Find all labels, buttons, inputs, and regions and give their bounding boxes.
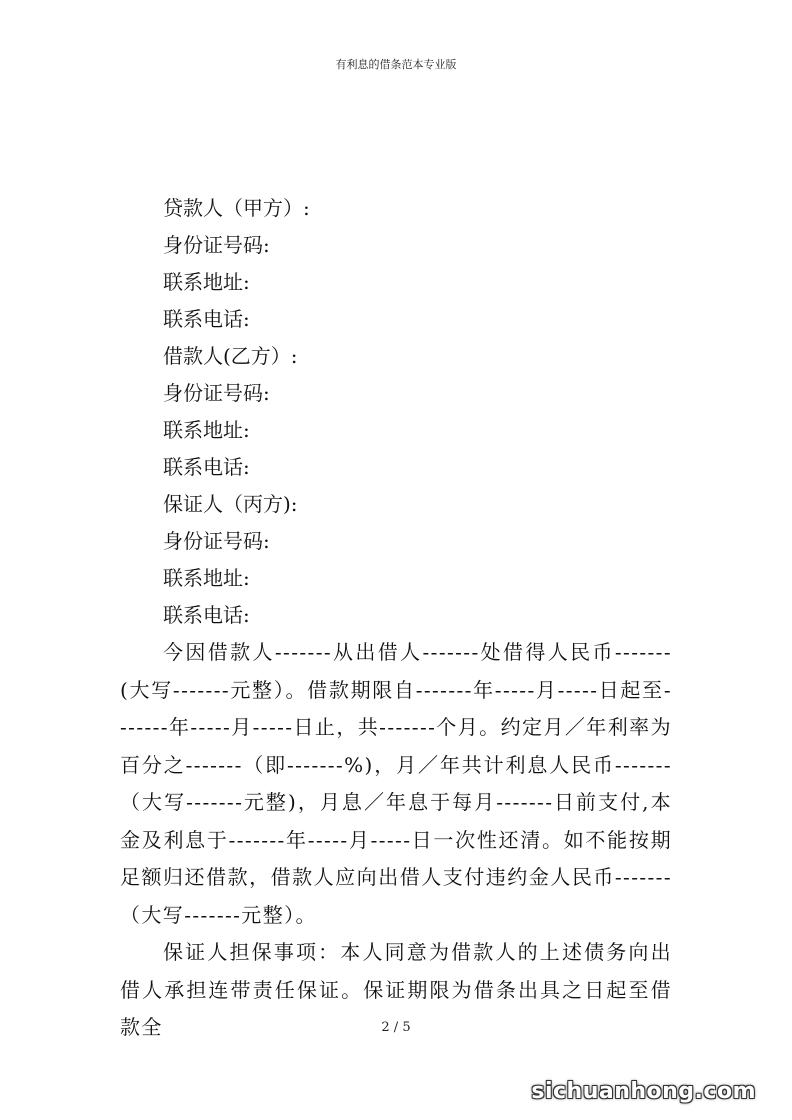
guarantor-label: 保证人（丙方): xyxy=(163,492,298,516)
page-number: 2 / 5 xyxy=(381,1020,411,1035)
borrower-phone-label: 联系电话: xyxy=(163,455,250,479)
borrower-id-label: 身份证号码: xyxy=(163,381,270,405)
guarantee-paragraph: 保证人担保事项：本人同意为借款人的上述债务向出借人承担连带责任保证。保证期限为借条出具之日起至借款全 xyxy=(120,940,672,1039)
borrower-address-label: 联系地址: xyxy=(163,418,250,442)
borrower-label: 借款人(乙方）: xyxy=(163,344,298,368)
guarantor-id-label: 身份证号码: xyxy=(163,529,270,553)
guarantor-address-label: 联系地址: xyxy=(163,566,250,590)
lender-id-label: 身份证号码: xyxy=(163,233,270,257)
site-watermark: sichuanhong.com xyxy=(531,1079,756,1104)
lender-address-label: 联系地址: xyxy=(163,270,250,294)
document-body xyxy=(120,190,672,1047)
guarantor-phone-label: 联系电话: xyxy=(163,603,250,627)
loan-terms-paragraph: 今因借款人-------从出借人-------处借得人民币-------(大写-------元整）。借款期限自-------年-----月-----日起至-------年-----月-----日止，共-------个月。约定月／年利率为百分之-------（即-------%)，月／年共计利息人民币-------（大写-------元整)，月息／年息于每月-------日前支付,本金及利息于-------年-----月-----日一次性还清。如不能按期足额归还借款，借款人应向出借人支付违约金人民币-------（大写-------元整）。 xyxy=(120,640,672,927)
document-header-title: 有利息的借条范本专业版 xyxy=(335,58,457,71)
lender-phone-label: 联系电话: xyxy=(163,307,250,331)
lender-label: 贷款人（甲方）: xyxy=(163,196,310,220)
